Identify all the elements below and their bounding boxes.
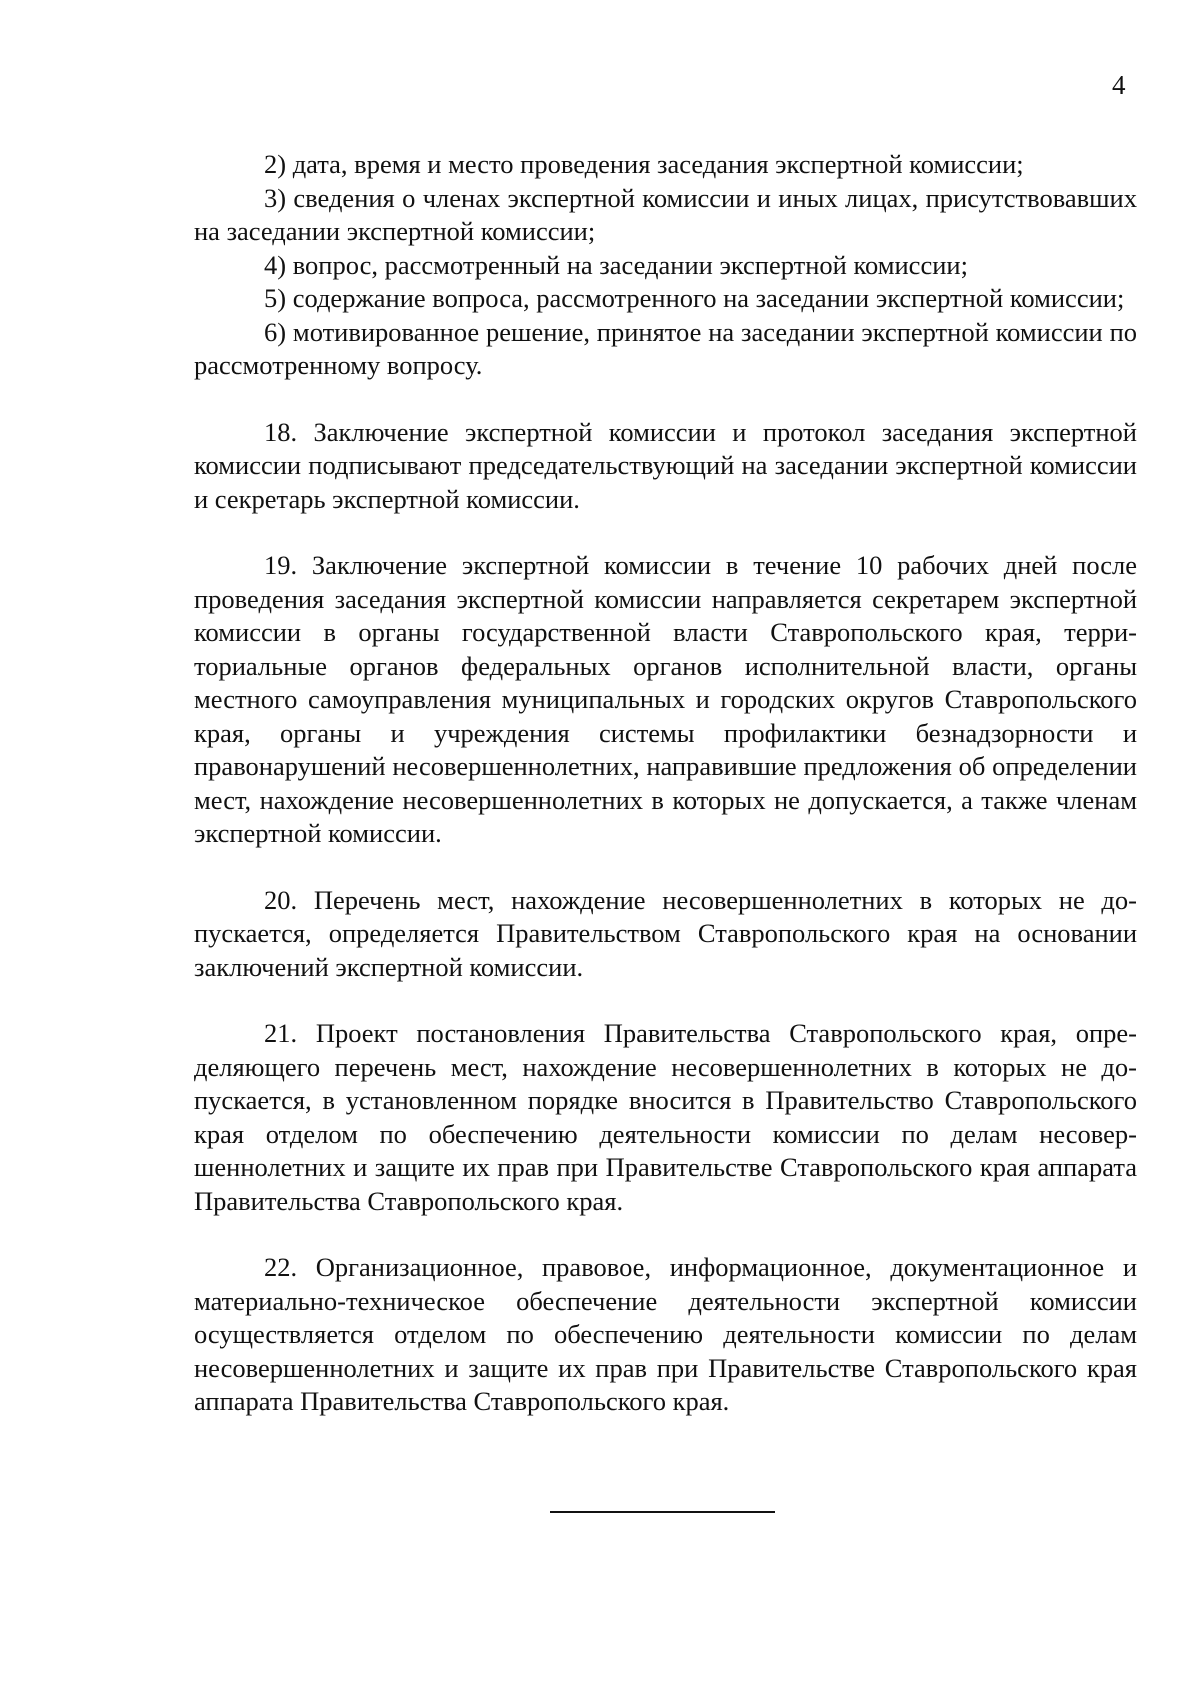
paragraph-19: 19. Заключение экспертной комиссии в течение 10 рабочих дней после проведения заседания экспертной комиссии направляется секретарем экспертной комиссии в органы государственной власти Ставропольского края, территориальные органов федеральных органов исполнительной власти, органы местного самоуправления муниципальных и городских округов Ставропольского края, органы и учреждения системы профилактики безнадзорности и правонарушений несовершеннолетних, направившие предложения об определении мест, нахождение несовершеннолетних в которых не допускается, а также членам экспертной комиссии. <box>194 550 1137 848</box>
document-body <box>194 148 1137 1419</box>
list-item-4: 4) вопрос, рассмотренный на заседании экспертной комиссии; <box>264 249 968 280</box>
paragraph-22: 22. Организационное, правовое, информационное, документационное и материально-техническое обеспечение деятельности экспертной комиссии осуществляется отделом по обеспечению деятельности комиссии по делам несовершеннолетних и защите их прав при Правительстве Ставропольского края аппарата Правительства Ставропольского края. <box>194 1252 1137 1416</box>
list-item-5: 5) содержание вопроса, рассмотренного на заседании экспертной комиссии; <box>264 283 1125 313</box>
end-of-document-rule <box>550 1511 775 1513</box>
paragraph-21: 21. Проект постановления Правительства Ставропольского края, определяющего перечень мест, нахождение несовершеннолетних в которых не допускается, в установленном порядке вносится в Правительство Ставропольского края отделом по обеспечению деятельности комиссии по делам несовершеннолетних и защите их прав при Правительстве Ставропольского края аппарата Правительства Ставропольского края. <box>194 1018 1137 1216</box>
paragraph-18: 18. Заключение экспертной комиссии и протокол заседания экспертной комиссии подписывают председательствующий на заседании экспертной комиссии и секретарь экспертной комиссии. <box>194 416 1137 514</box>
list-item-2: 2) дата, время и место проведения заседания экспертной комиссии; <box>264 149 1024 179</box>
page-number: 4 <box>1112 70 1126 100</box>
list-item-3: 3) сведения о членах экспертной комиссии и иных лицах, присутствовавших на заседании экспертной комиссии; <box>194 182 1137 246</box>
paragraph-20: 20. Перечень мест, нахождение несовершеннолетних в которых не допускается, определяется Правительством Ставропольского края на основании заключений экспертной комиссии. <box>194 884 1137 982</box>
list-item-6: 6) мотивированное решение, принятое на заседании экспертной комиссии по рассмотренному вопросу. <box>194 316 1137 380</box>
